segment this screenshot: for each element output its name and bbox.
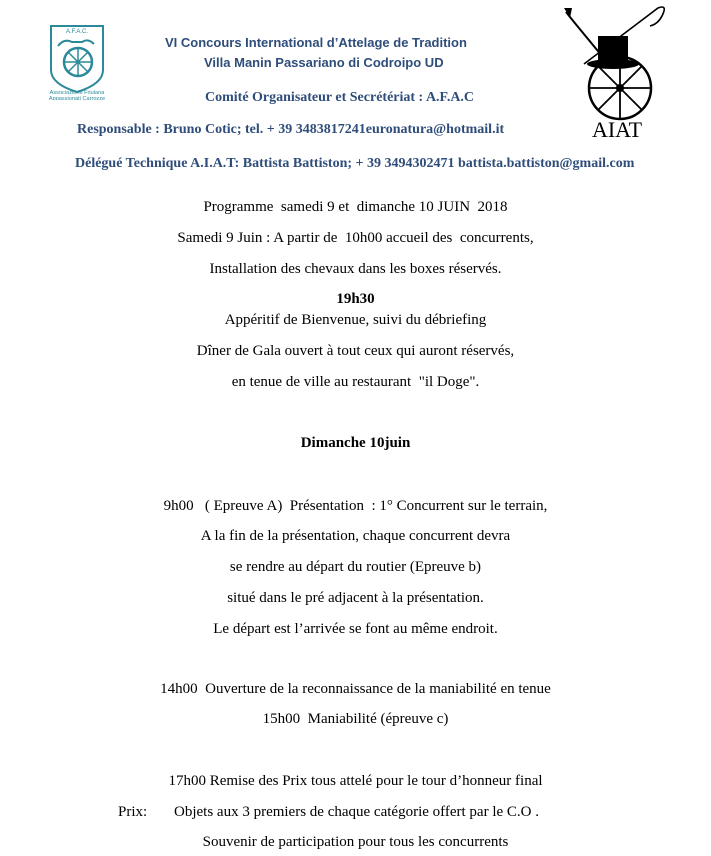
sunday-heading: Dimanche 10juin [300, 435, 411, 451]
afac-logo-line2: Appassionati Carrozze [48, 96, 106, 100]
responsable-contact: Responsable : Bruno Cotic; tel. + 39 3483817241euronatura@hotmail.it [77, 122, 505, 137]
time-19h30: 19h30 [336, 291, 375, 307]
event-title: VI Concours International d’Attelage de Tradition [165, 35, 467, 50]
aiat-logo [562, 4, 672, 140]
sunday-line-5: Le départ est l’arrivée se font au même endroit. [213, 621, 498, 637]
prix-label: Prix: [118, 804, 148, 820]
sunday-line-4: situé dans le pré adjacent à la présentation. [227, 590, 484, 606]
sunday-line-8: 17h00 Remise des Prix tous attelé pour le tour d’honneur final [168, 773, 543, 789]
sunday-line-6: 14h00 Ouverture de la reconnaissance de la maniabilité en tenue [160, 681, 551, 697]
program-heading: Programme samedi 9 et dimanche 10 JUIN 2018 [203, 199, 508, 215]
afac-logo-top-text: A.F.A.C. [65, 29, 89, 35]
aiat-logo-text: AIAT [591, 117, 643, 140]
afac-logo-line1: Associazione Friulana [49, 90, 105, 96]
saturday-line-5: en tenue de ville au restaurant "il Doge". [231, 374, 480, 390]
sunday-line-3: se rendre au départ du routier (Epreuve b) [229, 559, 482, 575]
saturday-line-1: Samedi 9 Juin : A partir de 10h00 accueil des concurrents, [177, 230, 534, 246]
organizing-committee: Comité Organisateur et Secrétériat : A.F.A.C [205, 90, 475, 105]
saturday-line-2: Installation des chevaux dans les boxes réservés. [209, 261, 502, 277]
afac-logo [48, 18, 106, 100]
delegue-technique-contact: Délégué Technique A.I.A.T: Battista Battiston; + 39 3494302471 battista.battiston@gmail.com [75, 156, 635, 171]
sunday-line-7: 15h00 Maniabilité (épreuve c) [262, 711, 449, 727]
sunday-line-1: 9h00 ( Epreuve A) Présentation : 1° Concurrent sur le terrain, [163, 498, 548, 514]
saturday-line-3: Appéritif de Bienvenue, suivi du débriefing [224, 312, 487, 328]
prix-text: Objets aux 3 premiers de chaque catégorie offert par le C.O . [174, 804, 539, 820]
event-venue: Villa Manin Passariano di Codroipo UD [204, 55, 444, 70]
sunday-line-9: Souvenir de participation pour tous les concurrents [202, 834, 509, 850]
saturday-line-4: Dîner de Gala ouvert à tout ceux qui auront réservés, [196, 343, 515, 359]
sunday-line-2: A la fin de la présentation, chaque concurrent devra [200, 528, 511, 544]
